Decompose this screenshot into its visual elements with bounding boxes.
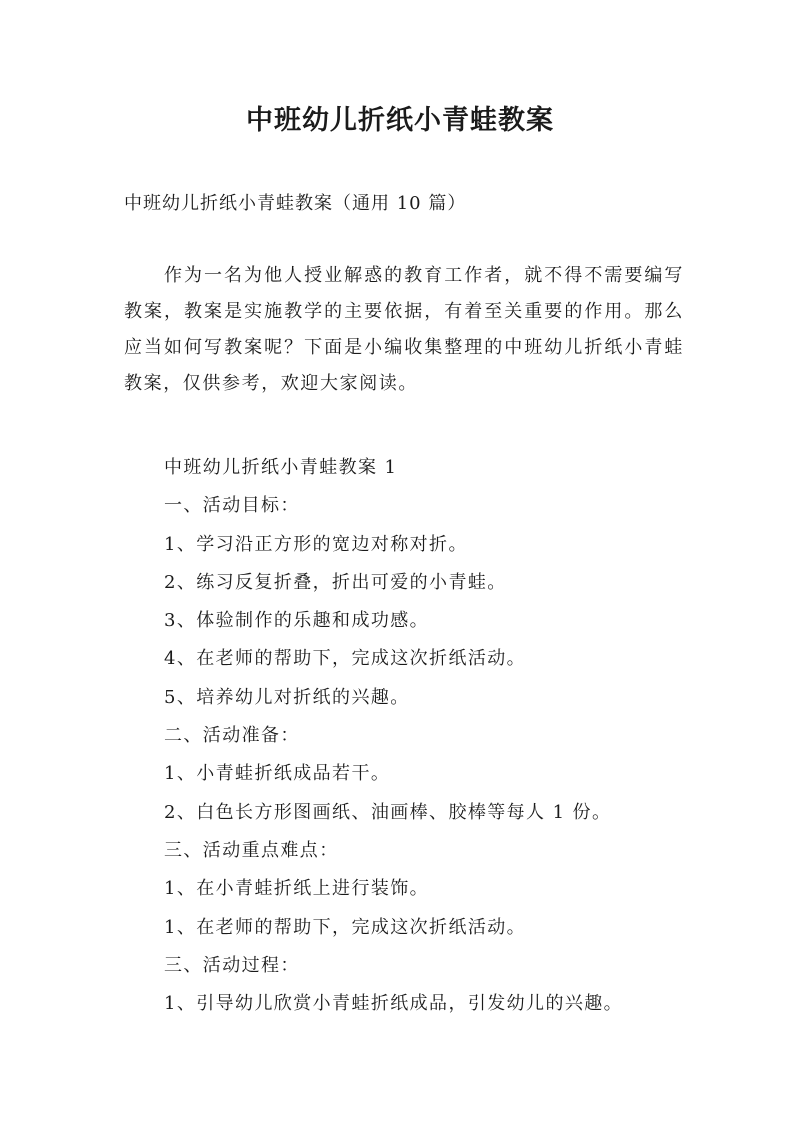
section-heading-key-points: 三、活动重点难点： [164, 839, 339, 861]
content-line: 3、体验制作的乐趣和成功感。 [164, 610, 430, 632]
intro-paragraph: 作为一名为他人授业解惑的教育工作者，就不得不需要编写教案，教案是实施教学的主要依据，有着至关重要的作用。那么应当如何写教案呢？下面是小编收集整理的中班幼儿折纸小青蛙教案，仅供参考，欢迎大家阅读。 [124, 265, 684, 394]
content-line: 2、练习反复折叠，折出可爱的小青蛙。 [164, 571, 507, 593]
content-line: 1、在老师的帮助下，完成这次折纸活动。 [164, 916, 527, 938]
content-line: 1、小青蛙折纸成品若干。 [164, 763, 391, 785]
content-line: 1、引导幼儿欣赏小青蛙折纸成品，引发幼儿的兴趣。 [164, 993, 624, 1015]
content-line: 1、学习沿正方形的宽边对称对折。 [164, 533, 468, 555]
lesson-content [164, 453, 623, 1027]
content-line: 4、在老师的帮助下，完成这次折纸活动。 [164, 648, 527, 670]
document-title: 中班幼儿折纸小青蛙教案 [246, 105, 554, 136]
lesson-heading: 中班幼儿折纸小青蛙教案 1 [164, 457, 398, 478]
content-line: 1、在小青蛙折纸上进行装饰。 [164, 878, 430, 900]
section-heading-process: 三、活动过程： [164, 954, 300, 976]
section-heading-goals: 一、活动目标： [164, 495, 300, 517]
content-line: 5、培养幼儿对折纸的兴趣。 [164, 686, 410, 708]
content-line: 2、白色长方形图画纸、油画棒、胶棒等每人 1 份。 [164, 801, 612, 823]
section-heading-preparation: 二、活动准备： [164, 725, 300, 747]
document-subtitle: 中班幼儿折纸小青蛙教案（通用 10 篇） [124, 193, 467, 214]
